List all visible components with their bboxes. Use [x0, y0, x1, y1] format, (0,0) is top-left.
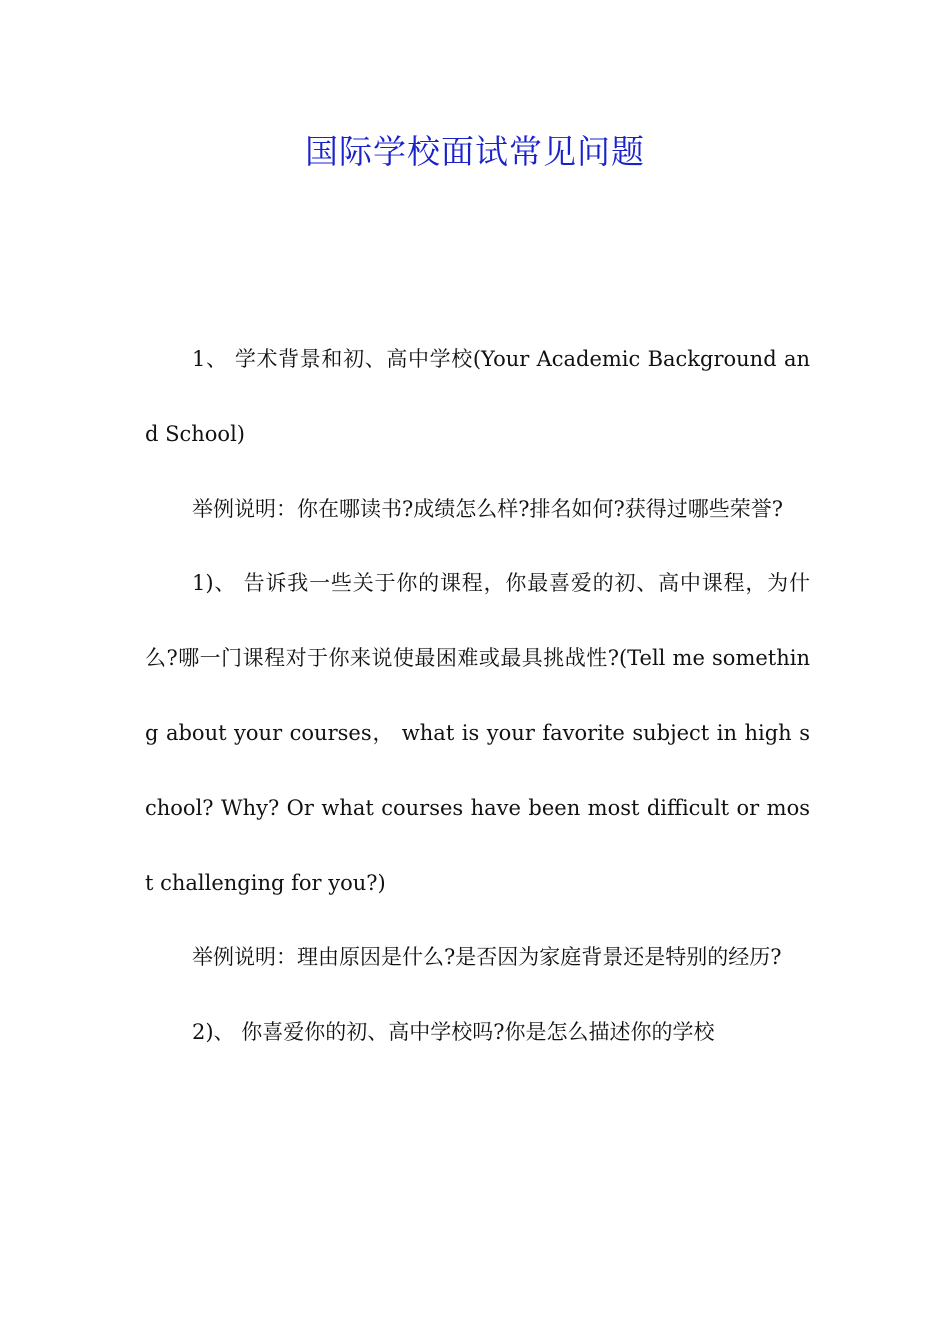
- paragraph-example-2: 举例说明：理由原因是什么?是否因为家庭背景还是特别的经历?: [192, 945, 782, 970]
- paragraph-academic-background: 1、 学术背景和初、高中学校(Your Academic Background and School): [145, 347, 810, 446]
- document-body: [145, 322, 810, 1070]
- document-title: 国际学校面试常见问题: [305, 132, 645, 171]
- paragraph-courses-question: 1)、 告诉我一些关于你的课程，你最喜爱的初、高中课程，为什么?哪一门课程对于你来说使最困难或最具挑战性?(Tell me something about your courses， what is your favorite subject in high school? Why? Or what courses have been most difficult or most challenging for you?): [145, 571, 810, 895]
- paragraph-school-question: 2)、 你喜爱你的初、高中学校吗?你是怎么描述你的学校: [192, 1020, 715, 1045]
- paragraph-example-1: 举例说明：你在哪读书?成绩怎么样?排名如何?获得过哪些荣誉?: [192, 496, 784, 521]
